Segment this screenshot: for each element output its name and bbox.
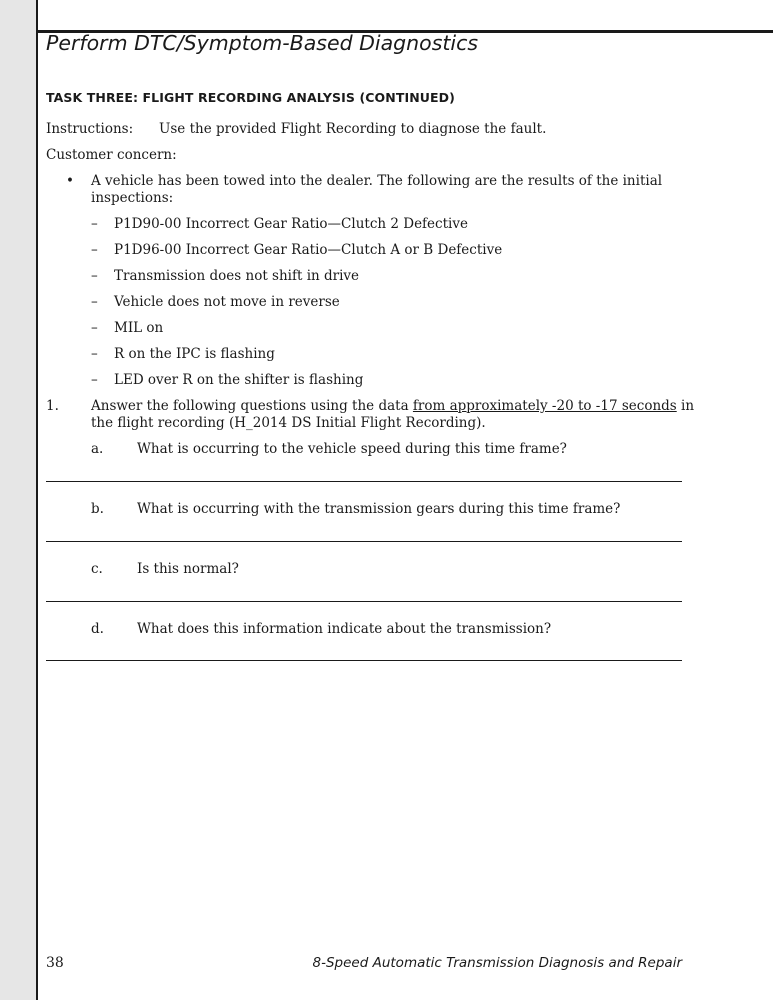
instructions-text: Use the provided Flight Recording to diagnose the fault. [159,121,547,137]
concern-item-no-reverse: Vehicle does not move in reverse [114,294,340,310]
dash-marker: – [91,320,98,336]
book-title: 8-Speed Automatic Transmission Diagnosis and Repair [312,955,682,971]
concern-item-no-shift: Transmission does not shift in drive [114,268,360,284]
dash-marker: – [91,268,98,284]
subquestion-b-text: What is occurring with the transmission gears during this time frame? [137,501,621,517]
bullet-marker: • [66,173,74,189]
concern-bullet-line2: inspections: [91,190,174,206]
answer-line-a[interactable] [46,481,682,482]
customer-concern-label: Customer concern: [46,147,177,163]
concern-item-dtc-p1d96: P1D96-00 Incorrect Gear Ratio—Clutch A or B Defective [114,242,503,258]
answer-line-b[interactable] [46,541,682,542]
answer-line-d[interactable] [46,660,682,661]
page-title: Perform DTC/Symptom-Based Diagnostics [46,31,479,55]
question1-time-range: from approximately -20 to -17 seconds [412,398,677,414]
dash-marker: – [91,294,98,310]
concern-bullet-line1: A vehicle has been towed into the dealer. The following are the results of the initial [91,173,663,189]
question1-line1-pre: Answer the following questions using the data [91,398,413,414]
question-number: 1. [46,398,59,414]
instructions-label: Instructions: [46,121,134,137]
concern-item-dtc-p1d90: P1D90-00 Incorrect Gear Ratio—Clutch 2 Defective [114,216,468,232]
dash-marker: – [91,346,98,362]
question1-line1-post: in [676,398,695,414]
answer-line-c[interactable] [46,601,682,602]
page-number: 38 [46,955,64,971]
concern-item-led-flashing: LED over R on the shifter is flashing [114,372,364,388]
subquestion-letter: c. [91,561,103,577]
question1-line2: the flight recording (H_2014 DS Initial Flight Recording). [91,415,486,431]
page-margin-strip [0,0,38,1000]
subquestion-letter: a. [91,441,104,457]
concern-item-mil: MIL on [114,320,164,336]
subquestion-letter: b. [91,501,104,517]
concern-item-ipc-flashing: R on the IPC is flashing [114,346,275,362]
question1-line1 [91,398,694,415]
dash-marker: – [91,216,98,232]
subquestion-letter: d. [91,621,104,637]
subquestion-c-text: Is this normal? [137,561,239,577]
subquestion-d-text: What does this information indicate about the transmission? [137,621,552,637]
dash-marker: – [91,372,98,388]
subquestion-a-text: What is occurring to the vehicle speed during this time frame? [137,441,567,457]
dash-marker: – [91,242,98,258]
task-heading: TASK THREE: FLIGHT RECORDING ANALYSIS (CONTINUED) [46,90,455,105]
